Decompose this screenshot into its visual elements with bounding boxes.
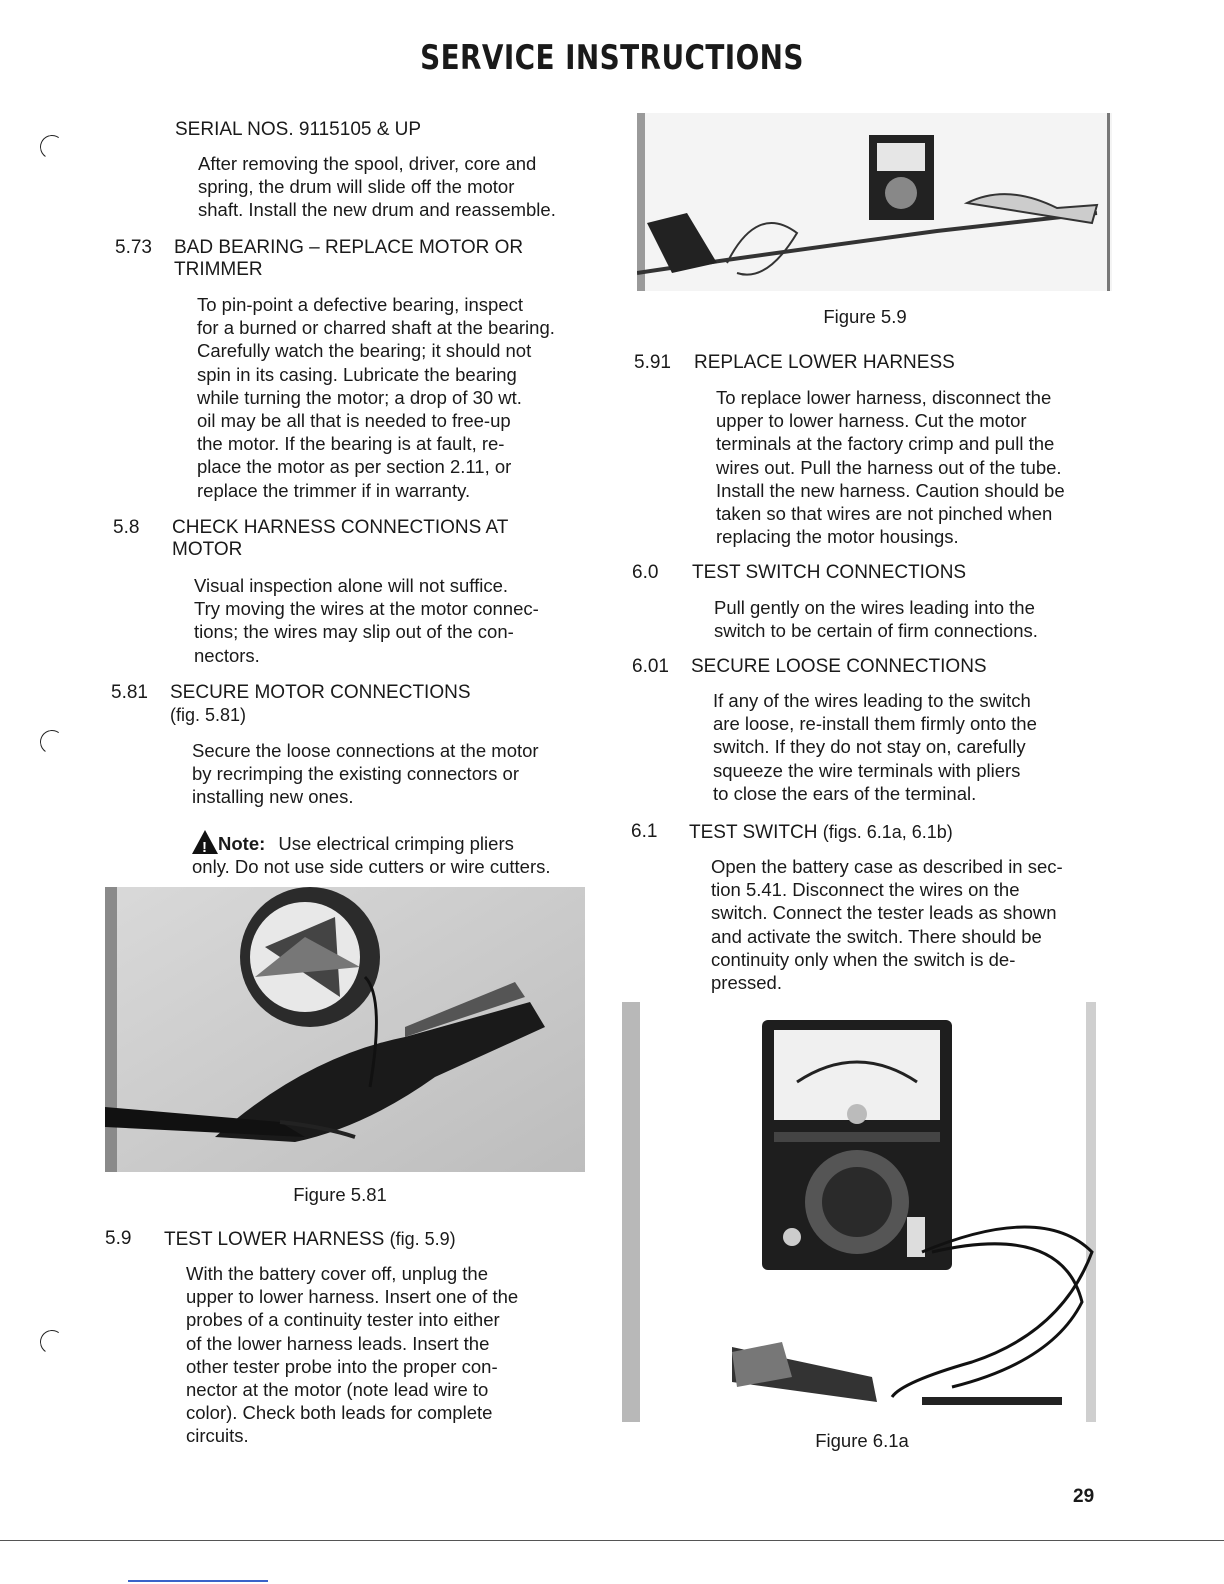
section-5-91-text: To replace lower harness, disconnect the upper to lower harness. Cut the motor terminals at the factory crimp and pull the wires out. Pull the harness out of the tube. Install the new harness. Caution should be taken so that wires are not pinched when replacing the motor housings.: [716, 387, 1065, 548]
binder-hole-top: [38, 133, 66, 161]
figure-6-1a-caption: Figure 6.1a: [815, 1430, 909, 1451]
blue-scan-line: [128, 1580, 268, 1582]
section-5-81-text: Secure the loose connections at the motor by recrimping the existing connectors or installing new ones.: [192, 740, 539, 808]
figure-5-81-caption: Figure 5.81: [293, 1184, 387, 1205]
section-6-01-text: If any of the wires leading to the switch are loose, re-install them firmly onto the switch. If they do not stay on, carefully squeeze the wire terminals with pliers to close the ears of the terminal.: [713, 690, 1037, 804]
serial-heading: SERIAL NOS. 9115105 & UP: [175, 119, 422, 140]
page-number: 29: [1073, 1486, 1095, 1507]
figure-5-9-caption: Figure 5.9: [823, 306, 907, 327]
section-6-1-number: 6.1: [631, 821, 658, 842]
section-6-0-text: Pull gently on the wires leading into the switch to be certain of firm connections.: [714, 597, 1038, 642]
figure-5-9-photo: [637, 113, 1112, 291]
section-5-91-heading: REPLACE LOWER HARNESS: [694, 352, 955, 373]
section-5-8-heading: CHECK HARNESS CONNECTIONS AT MOTOR: [172, 517, 509, 560]
section-5-9-number: 5.9: [105, 1228, 132, 1249]
section-6-1-heading: TEST SWITCH (figs. 6.1a, 6.1b): [689, 822, 953, 843]
section-5-9-heading: TEST LOWER HARNESS (fig. 5.9): [164, 1229, 456, 1250]
section-5-81-number: 5.81: [111, 682, 148, 703]
section-5-91-number: 5.91: [634, 352, 671, 373]
section-6-01-heading: SECURE LOOSE CONNECTIONS: [691, 656, 987, 677]
warning-icon: [192, 830, 218, 854]
section-6-0-number: 6.0: [632, 562, 659, 583]
section-6-1-text: Open the battery case as described in sec- tion 5.41. Disconnect the wires on the switch. Connect the tester leads as shown and activate the switch. There should be continuity only when the switch is de- pressed.: [711, 856, 1063, 994]
section-5-73-text: To pin-point a defective bearing, inspect for a burned or charred shaft at the bearing. Carefully watch the bearing; it should not spin in its casing. Lubricate the bearing while turning the motor; a drop of 30 wt. oil may be all that is needed to free-up the motor. If the bearing is at fault, re- place the motor as per section 2.11, or replace the trimmer if in warranty.: [197, 294, 555, 501]
note-text-1: Use electrical crimping pliers: [278, 833, 514, 854]
note-block: [192, 830, 584, 878]
figure-5-81-photo: [105, 887, 585, 1172]
section-5-73-number: 5.73: [115, 237, 152, 258]
section-5-9-text: With the battery cover off, unplug the upper to lower harness. Insert one of the probes of a continuity tester into either of the lower harness leads. Insert the other tester probe into the proper con- nector at the motor (note lead wire to color). Check both leads for complete circuits.: [186, 1263, 519, 1447]
section-5-73-heading: BAD BEARING – REPLACE MOTOR OR TRIMMER: [174, 237, 524, 280]
figure-6-1a-photo: [622, 1002, 1098, 1422]
binder-hole-middle: [38, 728, 66, 756]
page-title: SERVICE INSTRUCTIONS: [420, 38, 804, 78]
note-label: Note:: [218, 833, 266, 854]
section-6-01-number: 6.01: [632, 656, 669, 677]
section-6-0-heading: TEST SWITCH CONNECTIONS: [692, 562, 967, 583]
section-5-81-heading: SECURE MOTOR CONNECTIONS (fig. 5.81): [170, 682, 471, 725]
note-text-2: only. Do not use side cutters or wire cutters.: [192, 856, 551, 878]
section-5-8-number: 5.8: [113, 517, 140, 538]
bottom-divider: [0, 1540, 1224, 1541]
section-5-8-text: Visual inspection alone will not suffice. Try moving the wires at the motor connec- tions; the wires may slip out of the con- nectors.: [194, 575, 539, 666]
serial-text: After removing the spool, driver, core and spring, the drum will slide off the motor shaft. Install the new drum and reassemble.: [198, 153, 556, 221]
binder-hole-bottom: [38, 1328, 66, 1356]
